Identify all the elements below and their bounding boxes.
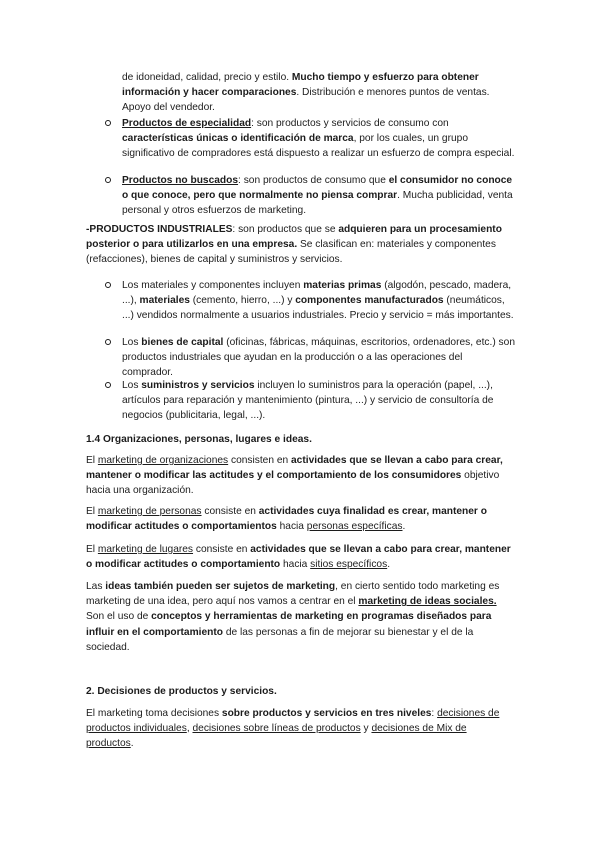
list-item-suministros: Los suministros y servicios incluyen lo suministros para la operación (papel, ...), artículos para reparación y mantenimiento (pintura, ...) y servicio de consultoría de negocios (publicitaria, legal, ...).	[122, 378, 516, 424]
paragraph-decisiones: El marketing toma decisiones sobre productos y servicios en tres niveles: decisiones de productos individuales, decisiones sobre líneas de productos y decisiones de Mix de productos.	[86, 708, 500, 750]
bullet-icon	[105, 120, 111, 126]
list-item-no-buscados: Productos no buscados: son productos de consumo que el consumidor no conoce o que conoce, pero que normalmente no piensa comprar. Mucha publicidad, venta personal y otros esfuerzos de marketing.	[122, 173, 516, 219]
shopping-products-continuation: de idoneidad, calidad, precio y estilo. Mucho tiempo y esfuerzo para obtener información y hacer comparaciones. Distribución e menores puntos de ventas. Apoyo del vendedor.	[122, 72, 490, 114]
list-item-materiales: Los materiales y componentes incluyen materias primas (algodón, pescado, madera, ...), materiales (cemento, hierro, ...) y componentes manufacturados (neumáticos, ...) vendidos normalmente a usuarios industriales. Precio y servicio = más importantes.	[122, 278, 516, 324]
paragraph-personas: El marketing de personas consiste en actividades cuya finalidad es crear, mantener o modificar actitudes o comportamientos hacia personas específicas.	[86, 506, 487, 533]
list-item-especialidad: Productos de especialidad: son productos y servicios de consumo con características únicas o identificación de marca, por los cuales, un grupo significativo de compradores está dispuesto a realizar un esfuerzo de compra especial.	[122, 116, 516, 162]
bullet-icon	[105, 177, 111, 183]
bullet-icon	[105, 339, 111, 345]
paragraph-organizaciones: El marketing de organizaciones consisten en actividades que se llevan a cabo para crear, mantener o modificar las actitudes y el comportamiento de los consumidores objetivo hacia una organización.	[86, 455, 503, 497]
paragraph-industriales: -PRODUCTOS INDUSTRIALES: son productos que se adquieren para un procesamiento posterior o para utilizarlos en una empresa. Se clasifican en: materiales y componentes (refacciones), bienes de capital y suministros y servicios.	[86, 224, 502, 266]
paragraph-ideas: Las ideas también pueden ser sujetos de marketing, en cierto sentido todo marketing es marketing de una idea, pero aquí nos vamos a centrar en el marketing de ideas sociales. Son el uso de conceptos y herramientas de marketing en programas diseñados para influir en el comportamiento de las personas a fin de mejorar su bienestar y el de la sociedad.	[86, 581, 500, 653]
section-heading-1-4: 1.4 Organizaciones, personas, lugares e ideas.	[86, 434, 312, 445]
section-heading-2: 2. Decisiones de productos y servicios.	[86, 686, 277, 697]
list-item-bienes: Los bienes de capital (oficinas, fábricas, máquinas, escritorios, ordenadores, etc.) son productos industriales que ayudan en la producción o a las operaciones del comprador.	[122, 335, 516, 381]
paragraph-lugares: El marketing de lugares consiste en actividades que se llevan a cabo para crear, mantener o modificar actitudes o comportamiento hacia sitios específicos.	[86, 544, 511, 571]
bullet-icon	[105, 282, 111, 288]
bullet-icon	[105, 382, 111, 388]
